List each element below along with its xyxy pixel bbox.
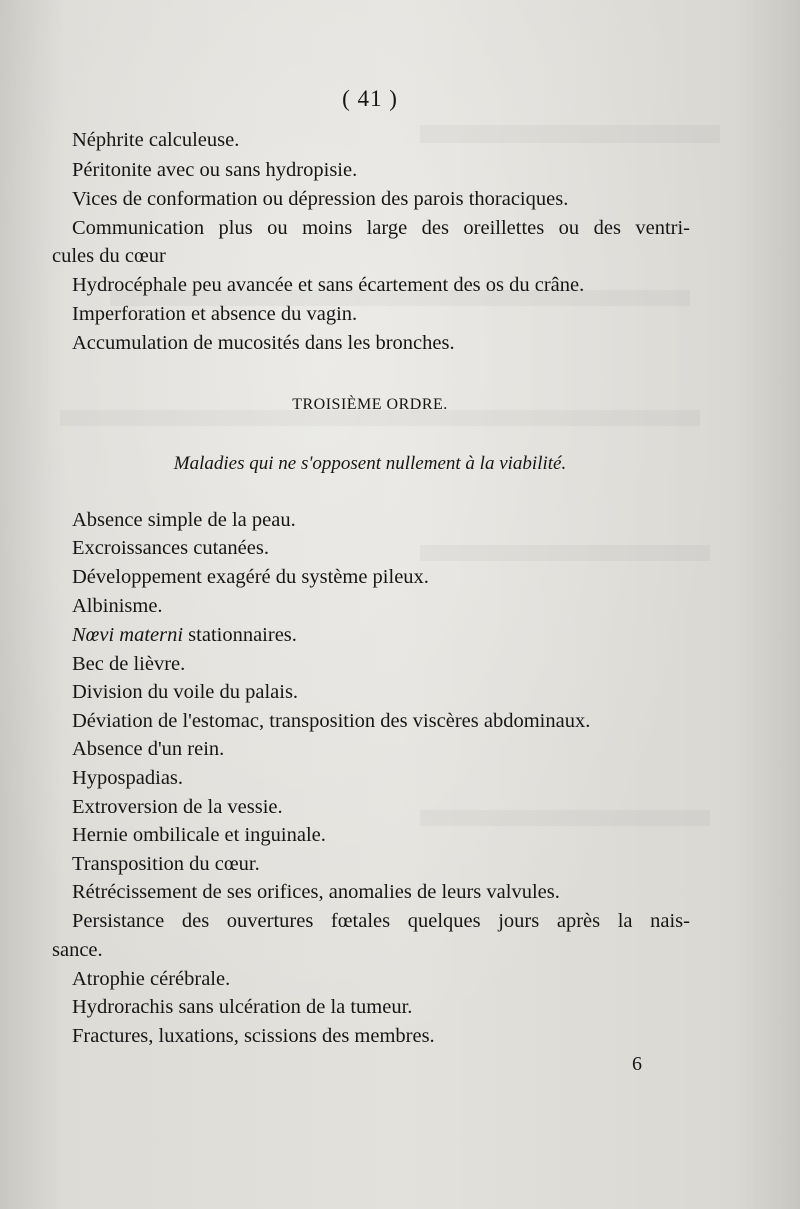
text-line: Hydrocéphale peu avancée et sans écartement des os du crâne. xyxy=(72,274,585,296)
text-line: Hypospadias. xyxy=(72,767,184,789)
page-number: 6 xyxy=(632,1053,642,1075)
text-line: Communication plus ou moins large des oreillettes ou des ventri- xyxy=(72,217,690,239)
text-line: Développement exagéré du système pileux. xyxy=(72,566,429,588)
text-line: Déviation de l'estomac, transposition des viscères abdominaux. xyxy=(72,710,591,732)
text-line: Fractures, luxations, scissions des membres. xyxy=(72,1025,435,1047)
text-line: Atrophie cérébrale. xyxy=(72,968,231,990)
text-line: Néphrite calculeuse. xyxy=(72,129,240,151)
latin-term: Nœvi materni xyxy=(72,624,184,646)
show-through-mark xyxy=(420,810,710,826)
text-line: Extroversion de la vessie. xyxy=(72,796,283,818)
text-line: Division du voile du palais. xyxy=(72,681,299,703)
text-line: Imperforation et absence du vagin. xyxy=(72,303,358,325)
text-line: Transposition du cœur. xyxy=(72,853,260,875)
show-through-mark xyxy=(420,125,720,143)
section-title: TROISIÈME ORDRE. xyxy=(292,396,448,413)
text-line: Péritonite avec ou sans hydropisie. xyxy=(72,159,358,181)
text-line: Albinisme. xyxy=(72,595,163,617)
text-line: Accumulation de mucosités dans les bronches. xyxy=(72,332,455,354)
show-through-mark xyxy=(420,545,710,561)
text-line: Absence simple de la peau. xyxy=(72,509,296,531)
text-fragment: stationnaires. xyxy=(183,624,297,646)
text-line: Absence d'un rein. xyxy=(72,738,225,760)
text-line: Persistance des ouvertures fœtales quelques jours après la nais- xyxy=(72,910,690,932)
text-line: Excroissances cutanées. xyxy=(72,537,269,559)
section-subtitle: Maladies qui ne s'opposent nullement à la viabilité. xyxy=(173,453,567,474)
page-header: ( 41 ) xyxy=(342,86,398,111)
text-line-continuation: sance. xyxy=(52,939,103,961)
text-line: Vices de conformation ou dépression des parois thoraciques. xyxy=(72,188,569,210)
text-line: Rétrécissement de ses orifices, anomalies de leurs valvules. xyxy=(72,881,560,903)
text-line: Hernie ombilicale et inguinale. xyxy=(72,824,326,846)
text-line-continuation: cules du cœur xyxy=(52,245,166,267)
text-line: Hydrorachis sans ulcération de la tumeur. xyxy=(72,996,413,1018)
text-line: Bec de lièvre. xyxy=(72,653,186,675)
text-line xyxy=(72,625,297,646)
